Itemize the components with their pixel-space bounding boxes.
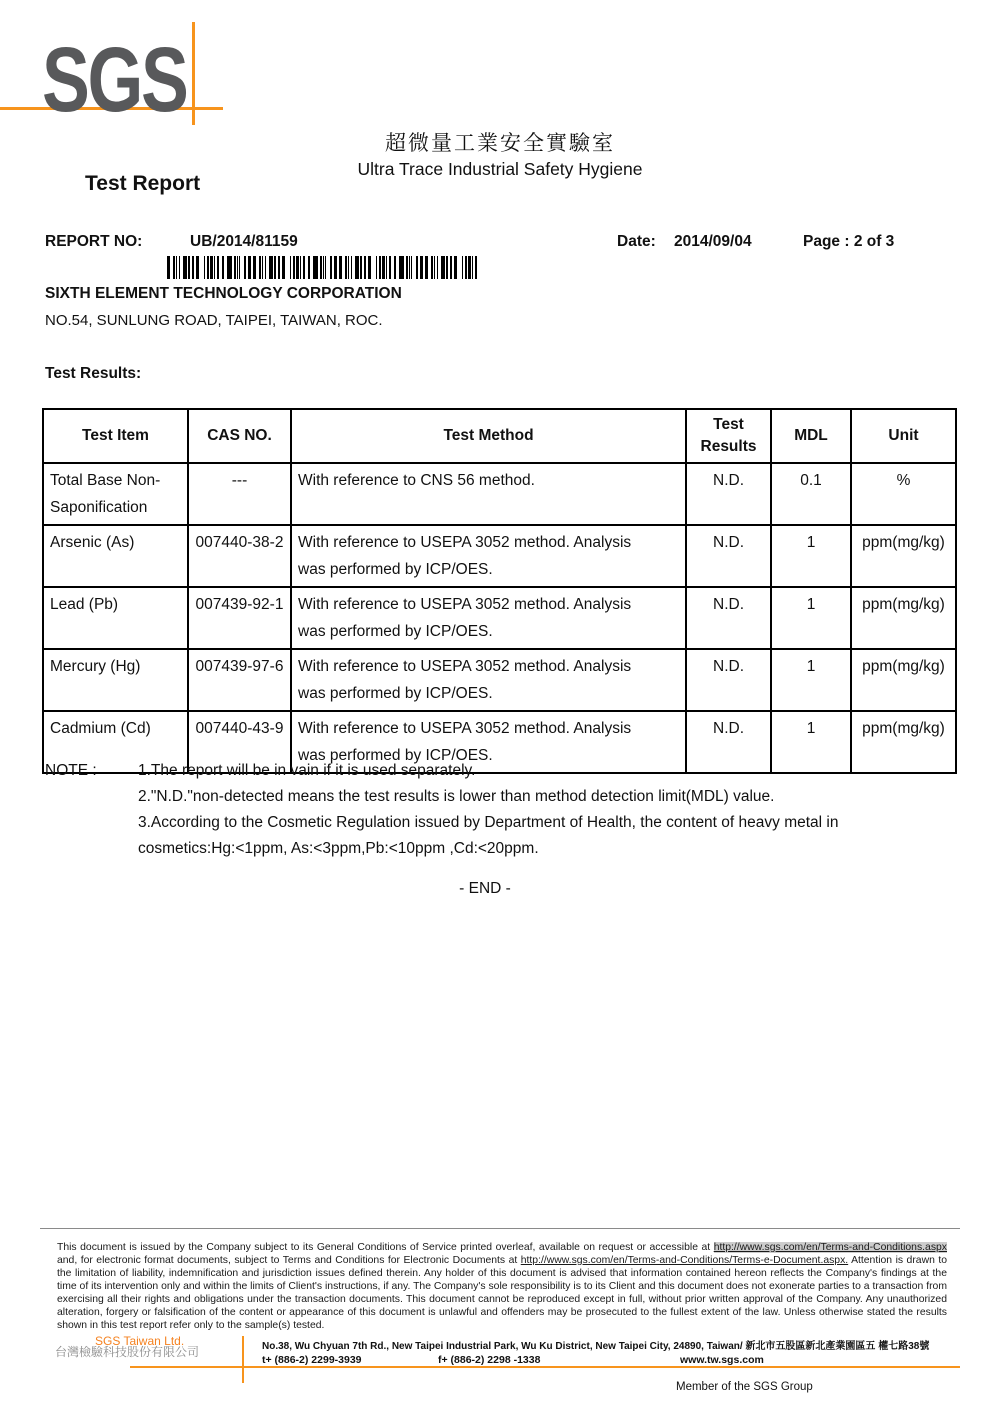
header-test-results: Test Results xyxy=(686,409,771,463)
cell-test-item: Total Base Non-Saponification xyxy=(43,463,188,525)
cell-test-item: Mercury (Hg) xyxy=(43,649,188,711)
lab-title-block xyxy=(250,130,750,181)
footer-vertical-divider xyxy=(242,1336,244,1383)
legal-seg2: and, for electronic format documents, subject to Terms and Conditions for Electronic Documents at xyxy=(57,1255,521,1266)
table-row xyxy=(43,463,956,525)
note-item: 1.The report will be in vain if it is used separately. xyxy=(138,762,476,779)
document-title: Test Report xyxy=(85,172,201,195)
cell-test-item: Lead (Pb) xyxy=(43,587,188,649)
page-number: Page : 2 of 3 xyxy=(803,233,895,250)
footer-fax: f+ (886-2) 2298 -1338 xyxy=(438,1354,541,1366)
lab-title-chinese: 超微量工業安全實驗室 xyxy=(385,131,615,155)
end-marker: - END - xyxy=(459,880,511,897)
cell-test-result: N.D. xyxy=(686,711,771,773)
footer-company-cn: 台灣檢驗科技股份有限公司 xyxy=(55,1345,200,1359)
legal-seg1: This document is issued by the Company subject to its General Conditions of Service printed overleaf, available on request or accessible at xyxy=(57,1242,714,1253)
table-row xyxy=(43,525,956,587)
cell-test-result: N.D. xyxy=(686,649,771,711)
terms-e-document-url: http://www.sgs.com/en/Terms-and-Conditions/Terms-e-Document.aspx. xyxy=(520,1255,849,1266)
barcode xyxy=(167,256,483,279)
legal-seg3: Attention is drawn to the limitation of liability, indemnification and jurisdiction issues defined therein. Any holder of this document is advised that information contained hereon reflects the Company's findings at the time of its intervention only and within the limits of Client's instructions, if any. The Company's sole responsibility is to its Client and this document does not exonerate parties to a transaction from exercising all their rights and obligations under the transaction documents. This document cannot be reproduced except in full, without prior written approval of the Company. Any unauthorized alteration, forgery or falsification of the content or appearance of this document is unlawful and offenders may be prosecuted to the fullest extent of the law. Unless otherwise stated the results shown in this test report refer only to the sample(s) tested. xyxy=(57,1255,947,1331)
cell-mdl: 1 xyxy=(771,649,851,711)
report-no-value: UB/2014/81159 xyxy=(190,233,298,250)
header-unit: Unit xyxy=(851,409,956,463)
cell-unit: ppm(mg/kg) xyxy=(851,649,956,711)
header-cas-no: CAS NO. xyxy=(188,409,291,463)
cell-test-method: With reference to USEPA 3052 method. Analysis was performed by ICP/OES. xyxy=(291,649,686,711)
note-item: 2."N.D."non-detected means the test results is lower than method detection limit(MDL) value. xyxy=(138,788,775,805)
cell-cas-no: 007439-97-6 xyxy=(188,649,291,711)
table-row xyxy=(43,587,956,649)
sgs-logo: SGS xyxy=(42,29,187,131)
cell-unit: % xyxy=(851,463,956,525)
cell-cas-no: 007440-38-2 xyxy=(188,525,291,587)
cell-test-method: With reference to USEPA 3052 method. Analysis was performed by ICP/OES. xyxy=(291,525,686,587)
legal-divider-line xyxy=(40,1228,960,1229)
table-header-row xyxy=(43,409,956,463)
footer-member-of-sgs-group: Member of the SGS Group xyxy=(676,1381,813,1393)
cell-mdl: 0.1 xyxy=(771,463,851,525)
logo-vertical-line xyxy=(192,22,195,125)
results-table xyxy=(42,408,957,774)
cell-test-method: With reference to USEPA 3052 method. Analysis was performed by ICP/OES. xyxy=(291,711,686,773)
cell-unit: ppm(mg/kg) xyxy=(851,525,956,587)
report-no-label: REPORT NO: xyxy=(45,233,143,250)
cell-test-result: N.D. xyxy=(686,463,771,525)
footer-website: www.tw.sgs.com xyxy=(680,1354,764,1366)
footer-company-en: SGS Taiwan Ltd. xyxy=(95,1334,185,1348)
cell-cas-no: 007439-92-1 xyxy=(188,587,291,649)
lab-title-english: Ultra Trace Industrial Safety Hygiene xyxy=(357,159,643,179)
client-company-name: SIXTH ELEMENT TECHNOLOGY CORPORATION xyxy=(45,285,402,302)
footer-address: No.38, Wu Chyuan 7th Rd., New Taipei Industrial Park, Wu Ku District, New Taipei City, 24890, Taiwan/ 新北市五股區新北產業園區五 權七路38號 xyxy=(262,1341,930,1352)
note-label: NOTE : xyxy=(45,762,97,779)
date-value: 2014/09/04 xyxy=(674,233,752,250)
cell-mdl: 1 xyxy=(771,525,851,587)
terms-url: http://www.sgs.com/en/Terms-and-Conditions.aspx xyxy=(713,1242,947,1253)
cell-test-item: Arsenic (As) xyxy=(43,525,188,587)
results-section-title: Test Results: xyxy=(45,365,142,382)
cell-mdl: 1 xyxy=(771,587,851,649)
header-mdl: MDL xyxy=(771,409,851,463)
client-company-address: NO.54, SUNLUNG ROAD, TAIPEI, TAIWAN, ROC. xyxy=(45,312,383,329)
header-test-item: Test Item xyxy=(43,409,188,463)
table-row xyxy=(43,649,956,711)
legal-text xyxy=(57,1241,947,1332)
note-item: 3.According to the Cosmetic Regulation issued by Department of Health, the content of heavy metal in cosmetics:Hg:<1ppm, As:<3ppm,Pb:<10ppm ,Cd:<20ppm. xyxy=(138,814,839,857)
cell-cas-no: 007440-43-9 xyxy=(188,711,291,773)
cell-mdl: 1 xyxy=(771,711,851,773)
footer-horizontal-divider xyxy=(130,1366,960,1368)
cell-cas-no: --- xyxy=(188,463,291,525)
cell-unit: ppm(mg/kg) xyxy=(851,587,956,649)
header-test-method: Test Method xyxy=(291,409,686,463)
cell-unit: ppm(mg/kg) xyxy=(851,711,956,773)
cell-test-method: With reference to CNS 56 method. xyxy=(291,463,686,525)
cell-test-result: N.D. xyxy=(686,587,771,649)
cell-test-item: Cadmium (Cd) xyxy=(43,711,188,773)
cell-test-result: N.D. xyxy=(686,525,771,587)
note-list xyxy=(138,758,933,862)
date-label: Date: xyxy=(617,233,656,250)
footer-telephone: t+ (886-2) 2299-3939 xyxy=(262,1354,362,1366)
cell-test-method: With reference to USEPA 3052 method. Analysis was performed by ICP/OES. xyxy=(291,587,686,649)
